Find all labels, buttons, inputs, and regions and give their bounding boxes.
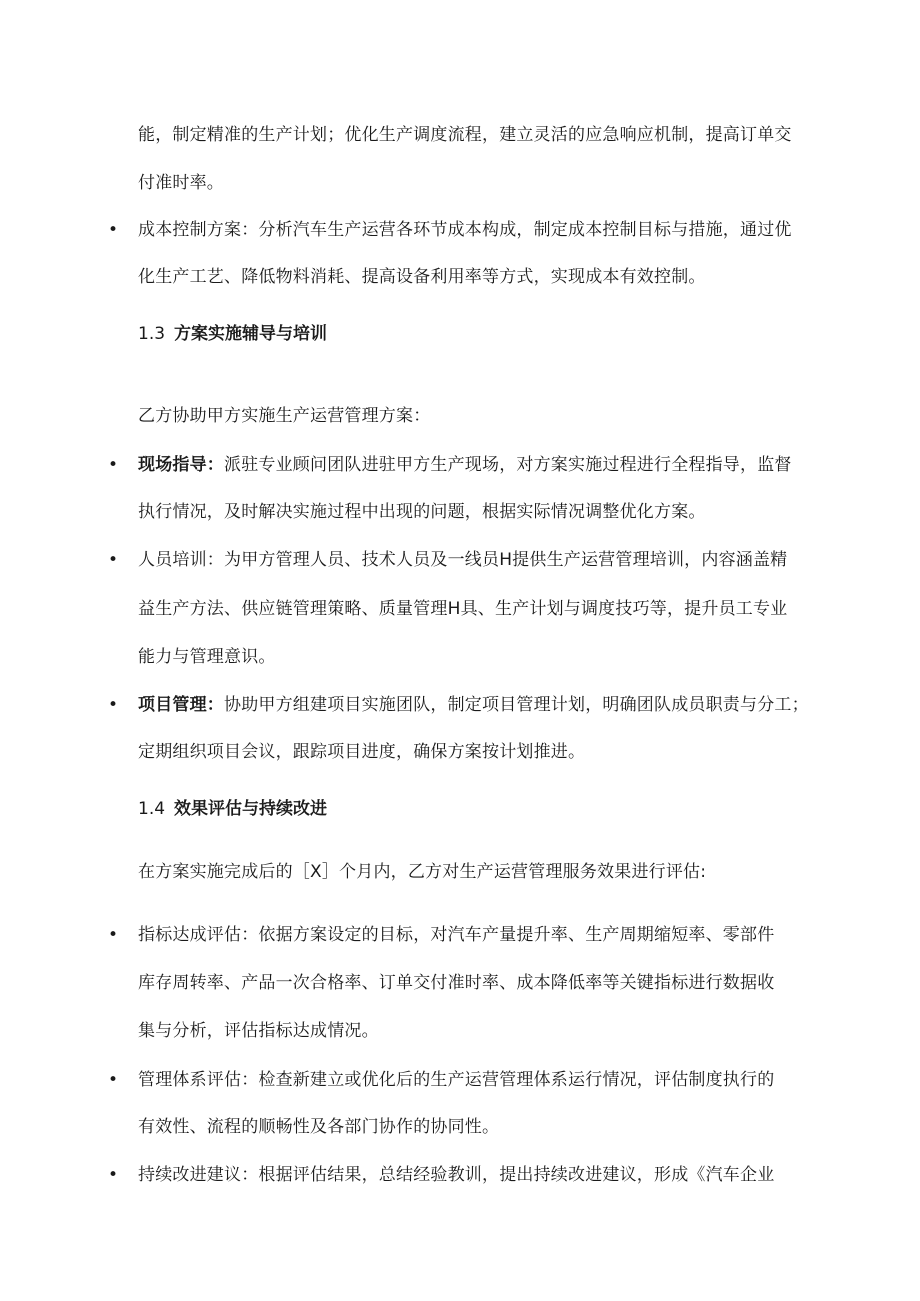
bullet-marker: •: [108, 1070, 119, 1090]
section-title: 效果评估与持续改进: [174, 799, 327, 819]
text-line: 能，制定精准的生产计划；优化生产调度流程，建立灵活的应急响应机制，提高订单交: [138, 125, 792, 145]
section-title: 方案实施辅导与培训: [174, 324, 327, 344]
bullet-marker: •: [108, 550, 119, 570]
text-line: 库存周转率、产品一次合格率、订单交付准时率、成本降低率等关键指标进行数据收: [138, 973, 775, 993]
text-line: [138, 453, 792, 477]
text-line: 化生产工艺、降低物料消耗、提高设备利用率等方式，实现成本有效控制。: [138, 267, 706, 287]
bullet-marker: •: [108, 695, 119, 715]
text-line: 定期组织项目会议，跟踪项目进度，确保方案按计划推进。: [138, 742, 586, 762]
text-line: 益生产方法、供应链管理策略、质量管理H具、生产计划与调度技巧等，提升员工专业: [138, 599, 788, 619]
text-line: 有效性、流程的顺畅性及各部门协作的协同性。: [138, 1117, 500, 1137]
text-line: 在方案实施完成后的［X］个月内，乙方对生产运营管理服务效果进行评估:: [138, 862, 707, 882]
section-number: 1.4: [138, 799, 166, 819]
text-line: 集与分析，评估指标达成情况。: [138, 1021, 379, 1041]
bullet-label: 现场指导：: [138, 455, 224, 475]
bullet-label: 项目管理：: [138, 695, 224, 715]
bullet-marker: •: [108, 1165, 119, 1185]
bullet-marker: •: [108, 455, 119, 475]
bullet-marker: •: [108, 220, 119, 240]
text-line: 指标达成评估：依据方案设定的目标，对汽车产量提升率、生产周期缩短率、零部件: [138, 925, 775, 945]
text-line: 执行情况，及时解决实施过程中出现的问题，根据实际情况调整优化方案。: [138, 502, 706, 522]
text-line: 人员培训：为甲方管理人员、技术人员及一线员H提供生产运营管理培训，内容涵盖精: [138, 550, 788, 570]
text-line: 管理体系评估：检查新建立或优化后的生产运营管理体系运行情况，评估制度执行的: [138, 1070, 775, 1090]
section-number: 1.3: [138, 324, 166, 344]
section-heading: [138, 797, 327, 821]
text-line: 能力与管理意识。: [138, 647, 276, 667]
bullet-marker: •: [108, 925, 119, 945]
text-line: [138, 693, 809, 717]
text-line: 付准时率。: [138, 173, 224, 193]
text-line: 成本控制方案：分析汽车生产运营各环节成本构成，制定成本控制目标与措施，通过优: [138, 220, 792, 240]
section-heading: [138, 322, 327, 346]
bullet-text: 协助甲方组建项目实施团队，制定项目管理计划，明确团队成员职责与分工；: [224, 695, 809, 715]
text-line: 乙方协助甲方实施生产运营管理方案：: [138, 406, 431, 426]
text-line: 持续改进建议：根据评估结果，总结经验教训，提出持续改进建议，形成《汽车企业: [138, 1165, 775, 1185]
bullet-text: 派驻专业顾问团队进驻甲方生产现场，对方案实施过程进行全程指导，监督: [224, 455, 792, 475]
